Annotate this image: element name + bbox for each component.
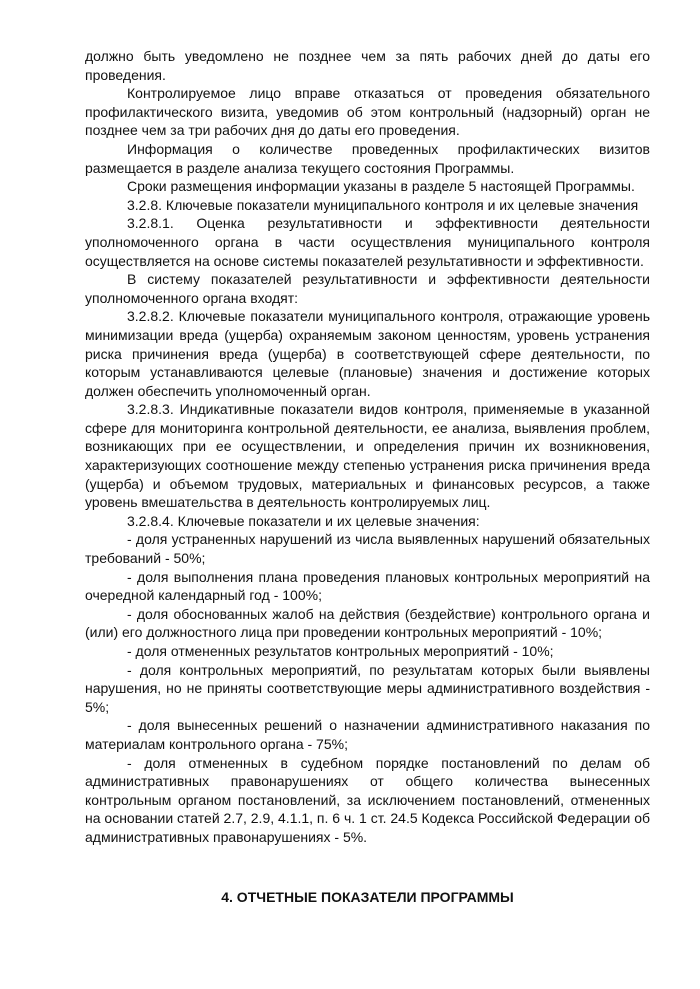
paragraph: 3.2.8.2. Ключевые показатели муниципального контроля, отражающие уровень минимизации вреда (ущерба) охраняемым законом ценностям, уровень устранения риска причинения вреда (ущерба) в соответствующей сфере деятельности, по которым устанавливаются целевые (плановые) значения и достижение которых должен обеспечить уполномоченный орган.	[85, 308, 650, 399]
document-body	[85, 47, 650, 847]
paragraph: В систему показателей результативности и эффективности деятельности уполномоченного органа входят:	[85, 271, 650, 306]
paragraph: Информация о количестве проведенных профилактических визитов размещается в разделе анализа текущего состояния Программы.	[85, 140, 650, 176]
list-item: - доля устраненных нарушений из числа выявленных нарушений обязательных требований - 50%;	[85, 531, 650, 567]
paragraph: 3.2.8.3. Индикативные показатели видов контроля, применяемые в указанной сфере для мониторинга контрольной деятельности, ее анализа, выявления проблем, возникающих при ее осуществлении, и определения причин их возникновения, характеризующих соотношение между степенью устранения риска причинения вреда (ущерба) и объемом трудовых, материальных и финансовых ресурсов, а также уровень вмешательства в деятельность контролируемых лиц.	[85, 401, 650, 511]
list-item: - доля контрольных мероприятий, по результатам которых были выявлены нарушения, но не приняты соответствующие меры административного воздействия - 5%;	[85, 661, 650, 715]
paragraph: 3.2.8.4. Ключевые показатели и их целевые значения:	[127, 512, 480, 529]
list-item: - доля отмененных в судебном порядке постановлений по делам об административных правонарушениях от общего количества вынесенных контрольным органом постановлений, за исключением постановлений, отмененных на основании статей 2.7, 2.9, 4.1.1, п. 6 ч. 1 ст. 24.5 Кодекса Российской Федерации об административных правонарушениях - 5%.	[85, 754, 650, 845]
list-item: - доля выполнения плана проведения плановых контрольных мероприятий на очередной календарный год - 100%;	[85, 568, 650, 604]
list-item: - доля вынесенных решений о назначении административного наказания по материалам контрольного органа - 75%;	[85, 717, 650, 752]
list-item: - доля обоснованных жалоб на действия (бездействие) контрольного органа и (или) его должностного лица при проведении контрольных мероприятий - 10%;	[85, 605, 650, 641]
paragraph: Сроки размещения информации указаны в разделе 5 настоящей Программы.	[127, 178, 635, 195]
section-title: 4. ОТЧЕТНЫЕ ПОКАЗАТЕЛИ ПРОГРАММЫ	[221, 889, 514, 905]
subsection-heading: 3.2.8. Ключевые показатели муниципального контроля и их целевые значения	[127, 196, 639, 213]
paragraph: 3.2.8.1. Оценка результативности и эффективности деятельности уполномоченного органа в части осуществления муниципального контроля осуществляется на основе системы показателей результативности и эффективности.	[85, 215, 650, 269]
list-item: - доля отмененных результатов контрольных мероприятий - 10%;	[127, 643, 554, 659]
paragraph: должно быть уведомлено не позднее чем за пять рабочих дней до даты его проведения.	[85, 48, 650, 83]
paragraph: Контролируемое лицо вправе отказаться от проведения обязательного профилактического визита, уведомив об этом контрольный (надзорный) орган не позднее чем за три рабочих дня до даты его проведения.	[85, 85, 650, 139]
